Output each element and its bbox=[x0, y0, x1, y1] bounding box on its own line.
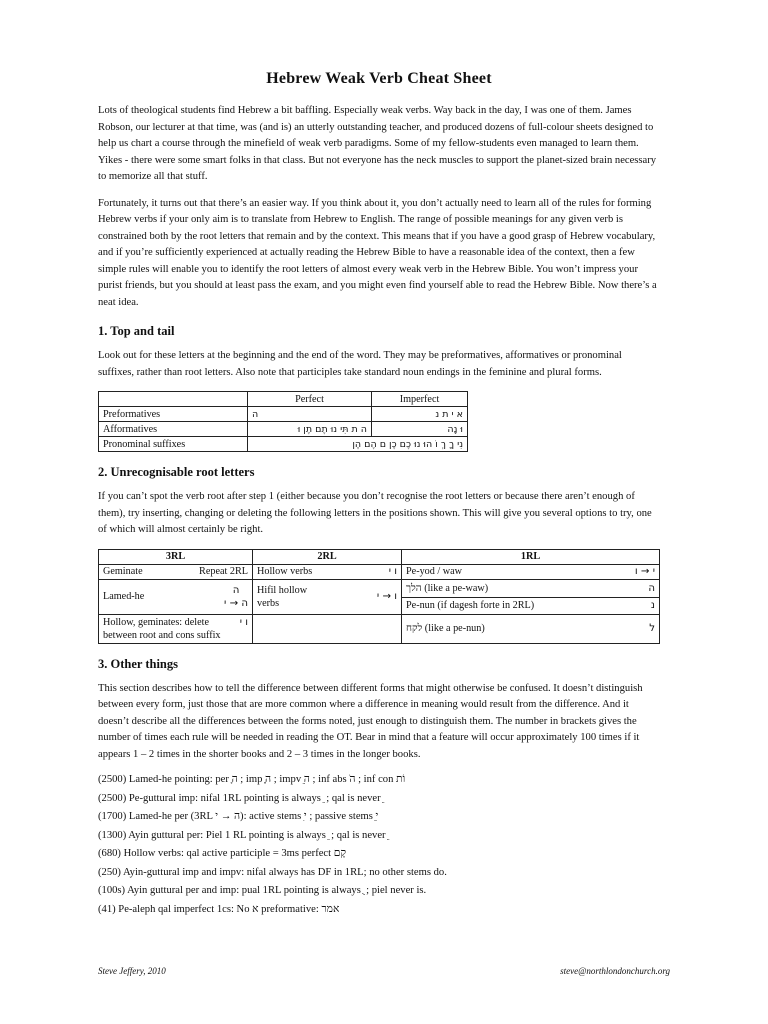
footer-author: Steve Jeffery, 2010 bbox=[98, 966, 166, 976]
hifil-label: Hifil hollow verbs bbox=[257, 584, 308, 609]
row-label: Pronominal suffixes bbox=[99, 437, 248, 452]
list-item: (1300) Ayin guttural per: Piel 1 RL pointing is always ֵ ; qal is never ֵ bbox=[98, 829, 389, 841]
section-3-heading: 3. Other things bbox=[98, 656, 178, 671]
halak-cell bbox=[402, 579, 660, 598]
list-item: (680) Hollow verbs: qal active participle = 3ms perfect קָם bbox=[98, 848, 347, 859]
table-row bbox=[99, 437, 468, 452]
hollow-verbs-cell bbox=[253, 564, 402, 579]
halak-heb: ה bbox=[648, 582, 655, 594]
list-item: (1700) Lamed-he per (3RL ה → י): active stems ִי ; passive stems ֵי bbox=[98, 811, 379, 822]
geminate-cell bbox=[99, 564, 253, 579]
imperfect-cell: וּ נָה bbox=[372, 422, 468, 437]
lamed-he-label: Lamed-he bbox=[103, 591, 145, 602]
suffix-cell: נִי ךָ ךְ וֹ הוּ נוּ כֶם כֶן ם הֶם הֶן bbox=[248, 437, 468, 452]
perfect-cell: ה ת תִּי נוּ תֶם תֶן וּ bbox=[248, 422, 372, 437]
header-1rl: 1RL bbox=[402, 549, 660, 564]
table-header-perfect: Perfect bbox=[248, 392, 372, 407]
list-item: (41) Pe-aleph qal imperfect 1cs: No א preformative: אמר bbox=[98, 903, 340, 915]
footer-email: steve@northlondonchurch.org bbox=[560, 966, 670, 976]
table-header-imperfect: Imperfect bbox=[372, 392, 468, 407]
table-row bbox=[99, 564, 660, 579]
lamed-he-heb: ה bbox=[232, 584, 240, 596]
pe-nun-heb: נ bbox=[650, 600, 655, 612]
row-label: Preformatives bbox=[99, 407, 248, 422]
lakach-heb: ל bbox=[649, 623, 655, 634]
table-header-row bbox=[99, 392, 468, 407]
header-3rl: 3RL bbox=[99, 549, 253, 564]
hollow-geminates-cell bbox=[99, 614, 253, 643]
lakach-label: לקח (like a pe-nun) bbox=[406, 623, 485, 634]
affix-table bbox=[98, 391, 468, 452]
root-letters-table bbox=[98, 549, 660, 644]
page-footer bbox=[98, 966, 670, 976]
list-item: (2500) Lamed-he pointing: per ָה ; imp ֶה ; impv ֵה ; inf abs ֹה ; inf con וֹת bbox=[98, 774, 406, 785]
list-item: (100s) Ayin guttural per and imp: pual 1RL pointing is always ֻ ; piel never is. bbox=[98, 885, 427, 896]
hollow-verbs-label: Hollow verbs bbox=[257, 566, 313, 577]
halak-label: הלך (like a pe-waw) bbox=[406, 582, 489, 594]
hifil-heb: ו → י bbox=[376, 591, 397, 602]
header-2rl: 2RL bbox=[253, 549, 402, 564]
row-label: Afformatives bbox=[99, 422, 248, 437]
perfect-cell: ה bbox=[248, 407, 372, 422]
table-header-blank bbox=[99, 392, 248, 407]
section-3-text: This section describes how to tell the difference between different forms that might otherwise be confused. It doesn’t distinguish between every form, just those that are more common where a difference in meaning would result from the difference. And it doesn’t describe all the differences between the forms noted, just enough to distinguish them. The number in brackets gives the number of times each rule will be needed in reading the OT. Bear in mind that a feature will occur approximately 100 times if it appears 1 – 2 times in the shorter books and 2 – 3 times in the longer books. bbox=[98, 682, 643, 760]
empty-cell bbox=[253, 614, 402, 643]
section-2-text: If you can’t spot the verb root after step 1 (either because you don’t recognise the root letters or because there aren’t enough of them), try inserting, changing or deleting the following letters in the positions shown. This will give you several options to try, one of which will almost certainly be right. bbox=[98, 491, 652, 535]
hifil-cell bbox=[253, 579, 402, 614]
table-header-row bbox=[99, 549, 660, 564]
lamed-he-cell bbox=[99, 579, 253, 614]
geminate-label: Geminate bbox=[103, 566, 143, 577]
lakach-cell bbox=[402, 614, 660, 643]
hollow-geminates-heb: ו י bbox=[239, 616, 248, 628]
repeat-label: Repeat 2RL bbox=[199, 566, 248, 577]
pe-nun-label: Pe-nun (if dagesh forte in 2RL) bbox=[406, 600, 535, 612]
pe-yod-heb: י → ו bbox=[634, 566, 655, 577]
section-1-text: Look out for these letters at the beginning and the end of the word. They may be preformatives, afformatives or pronominal suffixes, rather than root letters. Also note that participles take standard noun endings in the feminine and plural forms. bbox=[98, 350, 622, 378]
pe-nun-cell bbox=[402, 598, 660, 614]
lamed-he-heb-group bbox=[224, 584, 248, 610]
section-2-heading: 2. Unrecognisable root letters bbox=[98, 465, 255, 479]
hollow-geminates-label: Hollow, geminates: delete bbox=[103, 616, 209, 628]
intro-paragraph-2: Fortunately, it turns out that there’s an easier way. If you think about it, you don’t actually need to learn all of the rules for forming Hebrew verbs if your only aim is to translate from Hebrew to English. The range of possible meanings for any given verb is constrained both by the root letters that remain and by the context. This means that if you have a good grasp of Hebrew vocabulary, and if you’re sufficiently experienced at actually reading the Hebrew Bible to have a reasonable idea of the context, then a few simple rules will enable you to identify the root letters of almost every weak verb in the Hebrew Bible. You won’t impress your purist friends, but you should at least pass the exam, and you might even find yourself able to read the Hebrew Bible. Now there’s a neat idea. bbox=[98, 197, 657, 308]
intro-paragraph-1: Lots of theological students find Hebrew a bit baffling. Especially weak verbs. Way back in the day, I was one of them. James Robson, our lecturer at that time, was (and is) an utterly outstanding teacher, and produced dozens of full-colour sheets designed to help us chart a course through the minefield of weak verb paradigms. Some of my fellow-students even managed to learn them. Yikes - there were some smart folks in that class. But not everyone has the neck muscles to support the planet-sized brain necessary to memorize all that stuff. bbox=[98, 105, 657, 182]
pe-yod-label: Pe-yod / waw bbox=[406, 566, 463, 577]
rules-list bbox=[98, 773, 660, 917]
table-row bbox=[99, 579, 660, 598]
list-item: (2500) Pe-guttural imp: nifal 1RL pointing is always ֵ ; qal is never ֵ bbox=[98, 792, 384, 804]
table-row bbox=[99, 422, 468, 437]
pe-yod-cell bbox=[402, 564, 660, 579]
imperfect-cell: א י ת נ bbox=[372, 407, 468, 422]
section-1-heading: 1. Top and tail bbox=[98, 324, 175, 338]
document-page bbox=[98, 66, 660, 921]
lamed-he-arrow: ה → י bbox=[224, 597, 248, 609]
hollow-geminates-label-2: between root and cons suffix bbox=[103, 629, 221, 641]
list-item: (250) Ayin-guttural imp and impv: nifal always has DF in 1RL; no other stems do. bbox=[98, 866, 447, 878]
table-row bbox=[99, 407, 468, 422]
hollow-verbs-heb: ו י bbox=[388, 566, 397, 577]
table-row bbox=[99, 614, 660, 643]
page-title: Hebrew Weak Verb Cheat Sheet bbox=[266, 70, 492, 87]
